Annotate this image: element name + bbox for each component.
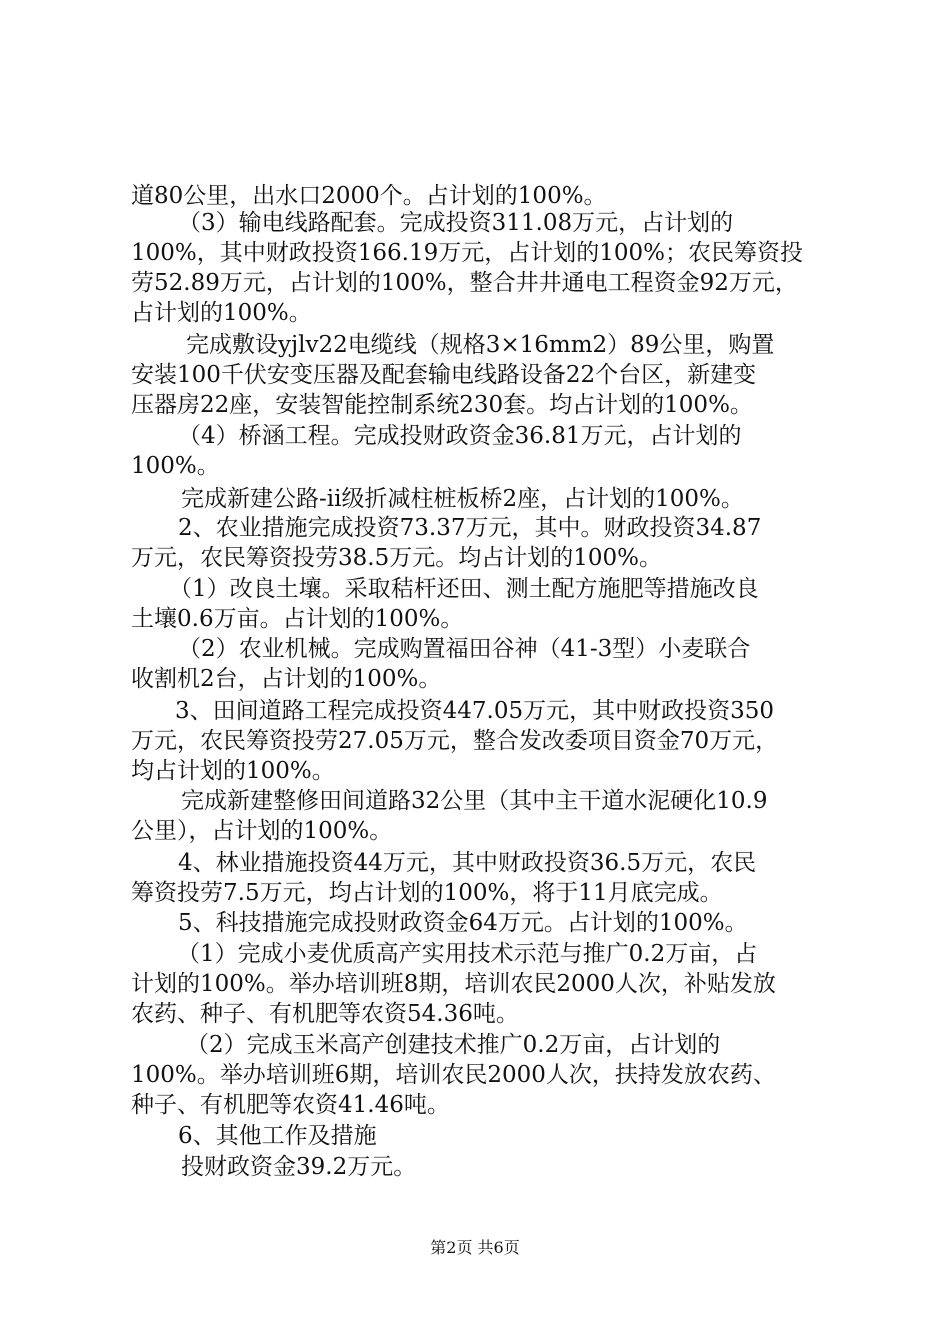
text-line: [0, 999, 950, 1029]
text-line-content: 4、林业措施投资44万元，其中财政投资36.5万元，农民: [178, 850, 757, 876]
text-line-content: 完成新建公路-ii级折减柱桩板桥2座，占计划的100%。: [181, 486, 744, 512]
text-line-content: 劳52.89万元，占计划的100%，整合井井通电工程资金92万元，: [131, 270, 798, 296]
text-line: [0, 421, 950, 451]
text-line: [0, 634, 950, 664]
text-line-content: 道80公里，出水口2000个。占计划的100%。: [131, 183, 607, 209]
text-line-content: （1）完成小麦优质高产实用技术示范与推广0.2万亩，占: [177, 941, 758, 967]
text-line-content: 压器房22座，安装智能控制系统230套。均占计划的100%。: [131, 392, 753, 418]
text-line-content: （3）输电线路配套。完成投资311.08万元，占计划的: [178, 210, 734, 236]
text-line-content: 100%。: [131, 453, 220, 479]
text-line: [0, 786, 950, 816]
text-line: [0, 208, 950, 238]
text-line-content: 种子、有机肥等农资41.46吨。: [131, 1092, 450, 1118]
text-line-content: 万元，农民筹资投劳27.05万元，整合发改委项目资金70万元，: [131, 728, 779, 754]
text-line: [0, 604, 950, 634]
text-line: [0, 574, 950, 604]
text-line: [0, 1121, 950, 1151]
text-line-content: 万元，农民筹资投劳38.5万元。均占计划的100%。: [131, 545, 662, 571]
text-line: [0, 696, 950, 726]
text-line: [0, 1152, 950, 1182]
text-line: [0, 1030, 950, 1060]
text-line: [0, 939, 950, 969]
text-line-content: 筹资投劳7.5万元，均占计划的100%，将于11月底完成。: [131, 880, 723, 906]
text-line-content: （4）桥涵工程。完成投财政资金36.81万元，占计划的: [178, 423, 742, 449]
text-line-content: 2、农业措施完成投资73.37万元，其中。财政投资34.87: [178, 515, 762, 541]
text-line-content: 3、田间道路工程完成投资447.05万元，其中财政投资350: [175, 698, 775, 724]
text-line: [0, 816, 950, 846]
text-line-content: 占计划的100%。: [131, 300, 312, 326]
text-line: [0, 1060, 950, 1090]
text-line-content: 计划的100%。举办培训班8期，培训农民2000人次，补贴发放: [131, 971, 776, 997]
text-line: [0, 848, 950, 878]
text-line: [0, 181, 950, 211]
text-line-content: 100%，其中财政投资166.19万元，占计划的100%；农民筹资投: [131, 240, 803, 266]
text-line-content: 土壤0.6万亩。占计划的100%。: [131, 606, 464, 632]
text-line: [0, 756, 950, 786]
text-line: [0, 543, 950, 573]
text-line: [0, 1090, 950, 1120]
text-line-content: 5、科技措施完成投财政资金64万元。占计划的100%。: [178, 910, 748, 936]
text-line: [0, 451, 950, 481]
text-line: [0, 268, 950, 298]
page-footer: 第2页 共6页: [430, 1238, 520, 1257]
text-line: [0, 390, 950, 420]
text-line-content: 收割机2台，占计划的100%。: [131, 666, 442, 692]
text-line-content: （1）改良土壤。采取秸杆还田、测土配方施肥等措施改良: [169, 576, 759, 602]
text-line-content: 安装100千伏安变压器及配套输电线路设备22个台区，新建变: [131, 362, 757, 388]
text-line-content: 6、其他工作及措施: [178, 1123, 377, 1149]
text-line-content: 公里），占计划的100%。: [131, 818, 393, 844]
text-line: [0, 513, 950, 543]
text-line-content: 完成敷设yjlv22电缆线（规格3×16mm2）89公里，购置: [186, 332, 775, 358]
text-line: [0, 484, 950, 514]
text-line-content: （2）农业机械。完成购置福田谷神（41-3型）小麦联合: [178, 636, 751, 662]
text-line-content: （2）完成玉米高产创建技术推广0.2万亩，占计划的: [186, 1032, 721, 1058]
text-line-content: 农药、种子、有机肥等农资54.36吨。: [131, 1001, 519, 1027]
text-line-content: 100%。举办培训班6期，培训农民2000人次，扶持发放农药、: [131, 1062, 776, 1088]
text-line: [0, 664, 950, 694]
text-line-content: 投财政资金39.2万元。: [181, 1154, 417, 1180]
text-line-content: 完成新建整修田间道路32公里（其中主干道水泥硬化10.9: [181, 788, 768, 814]
text-line: [0, 330, 950, 360]
text-line: [0, 969, 950, 999]
text-line: [0, 360, 950, 390]
text-line: [0, 298, 950, 328]
text-line-content: 均占计划的100%。: [131, 758, 335, 784]
text-line: [0, 908, 950, 938]
text-line: [0, 878, 950, 908]
text-line: [0, 238, 950, 268]
text-line: [0, 726, 950, 756]
